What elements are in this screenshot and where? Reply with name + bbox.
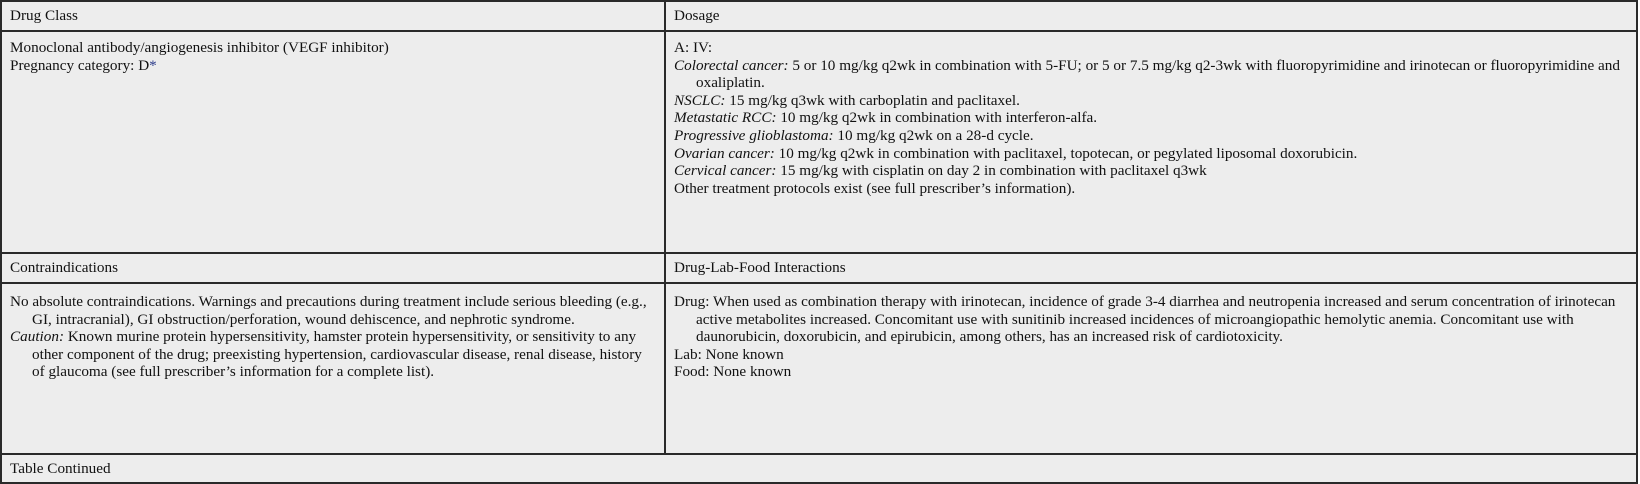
indication-label: Progressive glioblastoma: xyxy=(674,126,834,144)
contraindications-cell xyxy=(1,283,665,454)
dosage-text: 15 mg/kg q3wk with carboplatin and paclitaxel. xyxy=(725,91,1020,109)
drug-class-dosage-row xyxy=(1,31,1637,253)
food-interaction-text: Food: None known xyxy=(674,363,792,381)
dosage-text: 10 mg/kg q2wk in combination with interferon-alfa. xyxy=(776,109,1098,127)
lab-interaction-text: Lab: None known xyxy=(674,345,784,363)
dosage-text: 15 mg/kg with cisplatin on day 2 in combination with paclitaxel q3wk xyxy=(776,162,1207,180)
interactions-cell xyxy=(665,283,1637,454)
indication-label: NSCLC: xyxy=(674,91,726,109)
contraindications-interactions-row xyxy=(1,283,1637,454)
drug-class-cell xyxy=(1,31,665,253)
dosage-item-ovarian xyxy=(674,145,1628,163)
header-row-2 xyxy=(1,253,1637,283)
dosage-text: 10 mg/kg q2wk in combination with paclitaxel, topotecan, or pegylated liposomal doxorubicin. xyxy=(774,144,1358,162)
dosage-text: 5 or 10 mg/kg q2wk in combination with 5-FU; or 5 or 7.5 mg/kg q2-3wk with fluoropyrimidine and irinotecan or fluoropyrimidine and oxaliplatin. xyxy=(696,56,1620,92)
dosage-item-colorectal xyxy=(674,57,1628,92)
indication-label: Metastatic RCC: xyxy=(674,109,777,127)
drug-class-text: Monoclonal antibody/angiogenesis inhibitor (VEGF inhibitor) xyxy=(10,39,389,56)
dosage-item-cervical xyxy=(674,162,1628,180)
indication-label: Colorectal cancer: xyxy=(674,56,789,74)
dosage-cell xyxy=(665,31,1637,253)
indication-label: Cervical cancer: xyxy=(674,162,777,180)
dosage-other-protocols: Other treatment protocols exist (see full prescriber’s information). xyxy=(674,179,1076,197)
drug-interaction-text: Drug: When used as combination therapy with irinotecan, incidence of grade 3-4 diarrhea and neutropenia increased and serum concentration of irinotecan active metabolites increased. Concomitant use with sunitinib increased incidences of microangiopathic hemolytic anemia. Concomitant use with daunorubicin, doxorubicin, and epirubicin, among others, has an increased risk of cardiotoxicity. xyxy=(674,293,1616,346)
caution-label: Caution: xyxy=(10,328,65,346)
table-continued-label: Table Continued xyxy=(1,454,1637,483)
header-row-1 xyxy=(1,1,1637,31)
caution-text xyxy=(10,328,656,381)
table-footer-row xyxy=(1,454,1637,483)
dosage-item-rcc xyxy=(674,109,1628,127)
pregnancy-label: Pregnancy category: D xyxy=(10,56,150,74)
dosage-route: A: IV: xyxy=(674,39,713,56)
contraindications-text: No absolute contraindications. Warnings and precautions during treatment include serious bleeding (e.g., GI, intracranial), GI obstruction/perforation, wound dehiscence, and nephrotic syndrome. xyxy=(10,293,647,328)
dosage-item-nsclc xyxy=(674,92,1628,110)
caution-body: Known murine protein hypersensitivity, hamster protein hypersensitivity, or sensitivity to any other component of the drug; preexisting hypertension, cardiovascular disease, renal disease, history of glaucoma (see full prescriber’s information for a complete list). xyxy=(32,328,642,381)
indication-label: Ovarian cancer: xyxy=(674,144,775,162)
dosage-header: Dosage xyxy=(665,1,1637,31)
dosage-text: 10 mg/kg q2wk on a 28-d cycle. xyxy=(833,126,1034,144)
interactions-header: Drug-Lab-Food Interactions xyxy=(665,253,1637,283)
footnote-asterisk-link[interactable]: * xyxy=(149,56,157,74)
contraindications-header: Contraindications xyxy=(1,253,665,283)
pregnancy-category xyxy=(10,57,656,75)
drug-class-header: Drug Class xyxy=(1,1,665,31)
dosage-item-glioblastoma xyxy=(674,127,1628,145)
